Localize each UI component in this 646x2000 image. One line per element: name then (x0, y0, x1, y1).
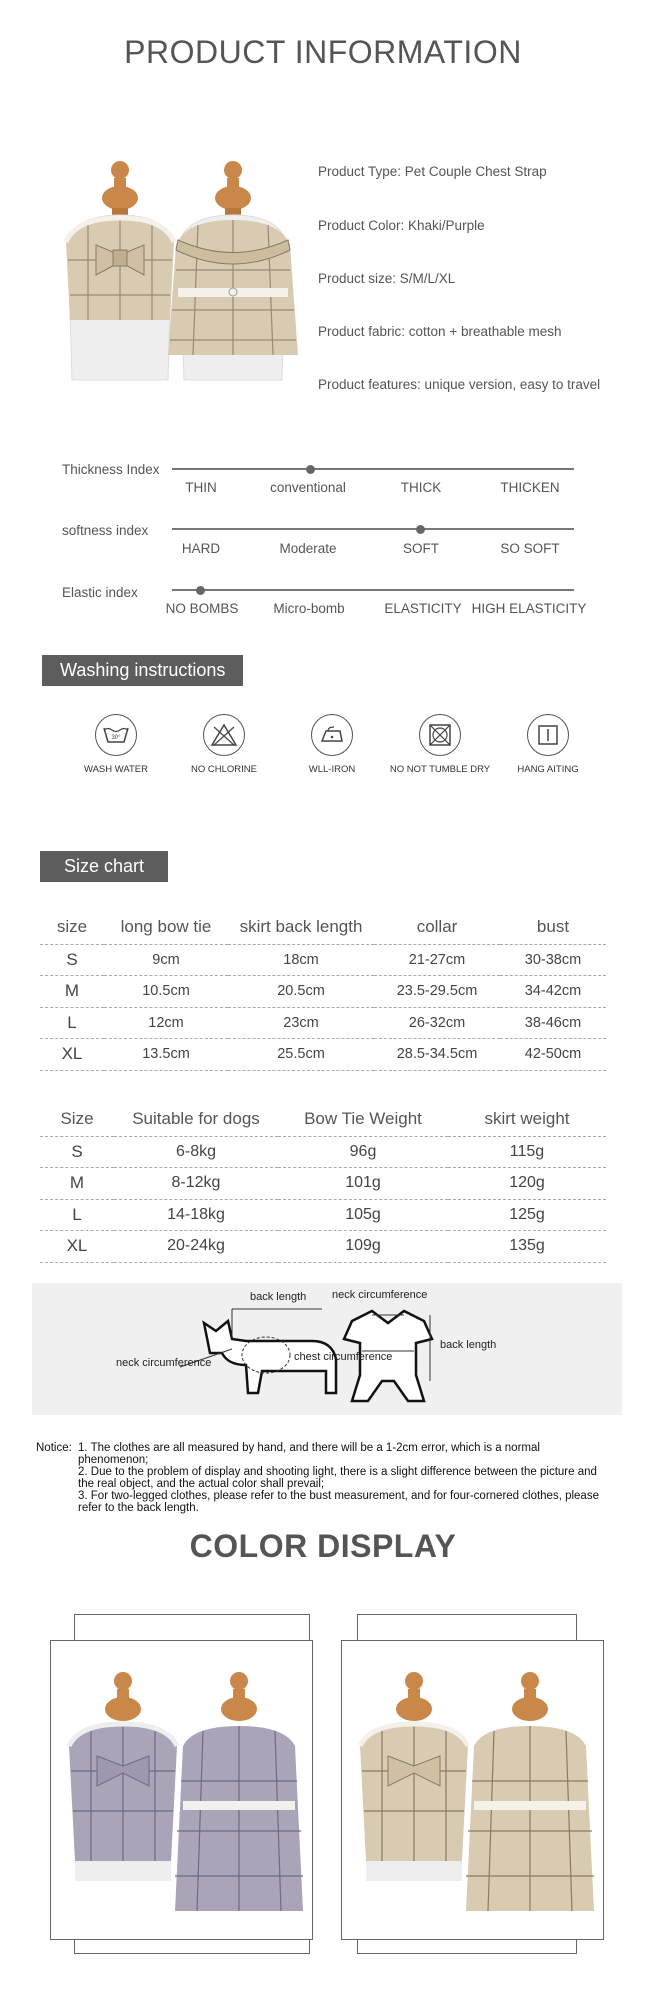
measurement-diagram (32, 1283, 622, 1415)
diagram-label-chest-circumference: chest circumference (294, 1351, 393, 1363)
index-option: THICKEN (500, 480, 560, 495)
index-label: Elastic index (62, 585, 138, 600)
wash-label: WASH WATER (83, 764, 149, 775)
column-header: size (40, 910, 104, 944)
table-cell: L (40, 1199, 114, 1231)
table-row (40, 1039, 606, 1071)
wash-item (170, 714, 278, 775)
table-cell: 26-32cm (374, 1007, 500, 1039)
table-row (40, 1136, 606, 1168)
wash-item (278, 714, 386, 775)
mannequin-left (66, 161, 174, 380)
column-header: skirt back length (228, 910, 374, 944)
column-header: Bow Tie Weight (278, 1102, 448, 1136)
size-table-weights (40, 1102, 606, 1263)
index-option: HIGH ELASTICITY (471, 601, 587, 616)
table-cell: M (40, 976, 104, 1008)
notice-line: 2. Due to the problem of display and shooting light, there is a slight difference between the picture and the real object, and the actual color shall prevail; (78, 1466, 597, 1490)
table-cell: 96g (278, 1136, 448, 1168)
index-option: ELASTICITY (384, 601, 462, 616)
table-cell: 14-18kg (114, 1199, 278, 1231)
page-title: PRODUCT INFORMATION (124, 34, 522, 70)
diagram-label-neck-circumference-garment: neck circumference (332, 1289, 428, 1301)
table-cell: 109g (278, 1231, 448, 1263)
wash-item (386, 714, 494, 775)
table-cell: 105g (278, 1199, 448, 1231)
table-cell: L (40, 1007, 104, 1039)
size-chart-header: Size chart (40, 851, 168, 882)
column-header: long bow tie (104, 910, 228, 944)
no-chlorine-icon (203, 714, 245, 756)
table-cell: 20-24kg (114, 1231, 278, 1263)
index-label: Thickness Index (62, 462, 160, 477)
table-row (40, 976, 606, 1008)
index-option: Micro-bomb (273, 601, 345, 616)
index-marker (196, 586, 205, 595)
frame-tab (357, 1940, 577, 1954)
table-cell: XL (40, 1039, 104, 1071)
spec-product-size: Product size: S/M/L/XL (318, 271, 456, 286)
table-cell: 13.5cm (104, 1039, 228, 1071)
table-cell: XL (40, 1231, 114, 1263)
frame-tab (357, 1614, 577, 1640)
table-cell: 38-46cm (500, 1007, 606, 1039)
wash-water-icon (95, 714, 137, 756)
index-line (172, 468, 574, 470)
index-option: Moderate (279, 541, 337, 556)
table-cell: 9cm (104, 944, 228, 976)
table-cell: 135g (448, 1231, 606, 1263)
table-cell: 115g (448, 1136, 606, 1168)
table-cell: 12cm (104, 1007, 228, 1039)
column-header: skirt weight (448, 1102, 606, 1136)
table-cell: 28.5-34.5cm (374, 1039, 500, 1071)
table-cell: 10.5cm (104, 976, 228, 1008)
product-image (58, 150, 308, 400)
index-marker (306, 465, 315, 474)
notice-line: 3. For two-legged clothes, please refer to the bust measurement, and for four-cornered clothes, please refer to the back length. (78, 1490, 599, 1514)
table-cell: 20.5cm (228, 976, 374, 1008)
wash-label: NO CHLORINE (191, 764, 257, 775)
wash-label: NO NOT TUMBLE DRY (389, 764, 491, 775)
column-header: Size (40, 1102, 114, 1136)
table-cell: 8-12kg (114, 1168, 278, 1200)
table-row (40, 1231, 606, 1263)
table-cell: 125g (448, 1199, 606, 1231)
index-option: conventional (270, 480, 346, 495)
index-option: HARD (181, 541, 221, 556)
hang-dry-icon (527, 714, 569, 756)
table-row (40, 944, 606, 976)
color-display-title: COLOR DISPLAY (189, 1528, 457, 1564)
spec-product-color: Product Color: Khaki/Purple (318, 218, 485, 233)
spec-product-fabric: Product fabric: cotton + breathable mesh (318, 324, 562, 339)
frame-tab (74, 1940, 310, 1954)
size-table-measurements (40, 910, 606, 1071)
table-cell: 25.5cm (228, 1039, 374, 1071)
diagram-label-neck-circumference-dog: neck circumference (116, 1357, 212, 1369)
table-cell: 101g (278, 1168, 448, 1200)
table-cell: 120g (448, 1168, 606, 1200)
table-cell: 23.5-29.5cm (374, 976, 500, 1008)
iron-icon (311, 714, 353, 756)
index-option: SOFT (403, 541, 439, 556)
table-cell: 30-38cm (500, 944, 606, 976)
spec-product-type: Product Type: Pet Couple Chest Strap (318, 164, 547, 179)
column-header: bust (500, 910, 606, 944)
mannequin-right (168, 161, 298, 380)
table-cell: M (40, 1168, 114, 1200)
table-cell: S (40, 1136, 114, 1168)
column-header: Suitable for dogs (114, 1102, 278, 1136)
index-label: softness index (62, 523, 149, 538)
svg-text:30°: 30° (111, 735, 121, 741)
frame-tab (74, 1614, 310, 1640)
table-cell: 34-42cm (500, 976, 606, 1008)
index-line (172, 528, 574, 530)
spec-product-features: Product features: unique version, easy to travel (318, 377, 601, 392)
washing-instructions-header: Washing instructions (42, 655, 243, 686)
table-row (40, 1168, 606, 1200)
table-cell: 42-50cm (500, 1039, 606, 1071)
diagram-label-back-length-garment: back length (440, 1339, 497, 1351)
table-row (40, 1007, 606, 1039)
notice-block (36, 1442, 606, 1514)
table-row (40, 1199, 606, 1231)
color-variant-khaki (341, 1640, 604, 1940)
index-option: SO SOFT (500, 541, 560, 556)
index-line (172, 589, 574, 591)
index-option: THIN (185, 480, 217, 495)
color-variant-purple (50, 1640, 313, 1940)
no-tumble-dry-icon (419, 714, 461, 756)
table-cell: 21-27cm (374, 944, 500, 976)
wash-label: WLL-IRON (308, 764, 356, 775)
column-header: collar (374, 910, 500, 944)
table-cell: S (40, 944, 104, 976)
table-cell: 6-8kg (114, 1136, 278, 1168)
index-option: NO BOMBS (165, 601, 239, 616)
wash-item (62, 714, 170, 775)
wash-item (494, 714, 602, 775)
notice-line: 1. The clothes are all measured by hand, and there will be a 1-2cm error, which is a normal phenomenon; (78, 1442, 540, 1466)
table-cell: 18cm (228, 944, 374, 976)
diagram-label-back-length: back length (250, 1291, 307, 1303)
table-cell: 23cm (228, 1007, 374, 1039)
index-option: THICK (400, 480, 442, 495)
wash-label: HANG AITING (517, 764, 579, 775)
index-marker (416, 525, 425, 534)
washing-icons-row (62, 714, 602, 775)
notice-prefix: Notice: (36, 1442, 72, 1454)
